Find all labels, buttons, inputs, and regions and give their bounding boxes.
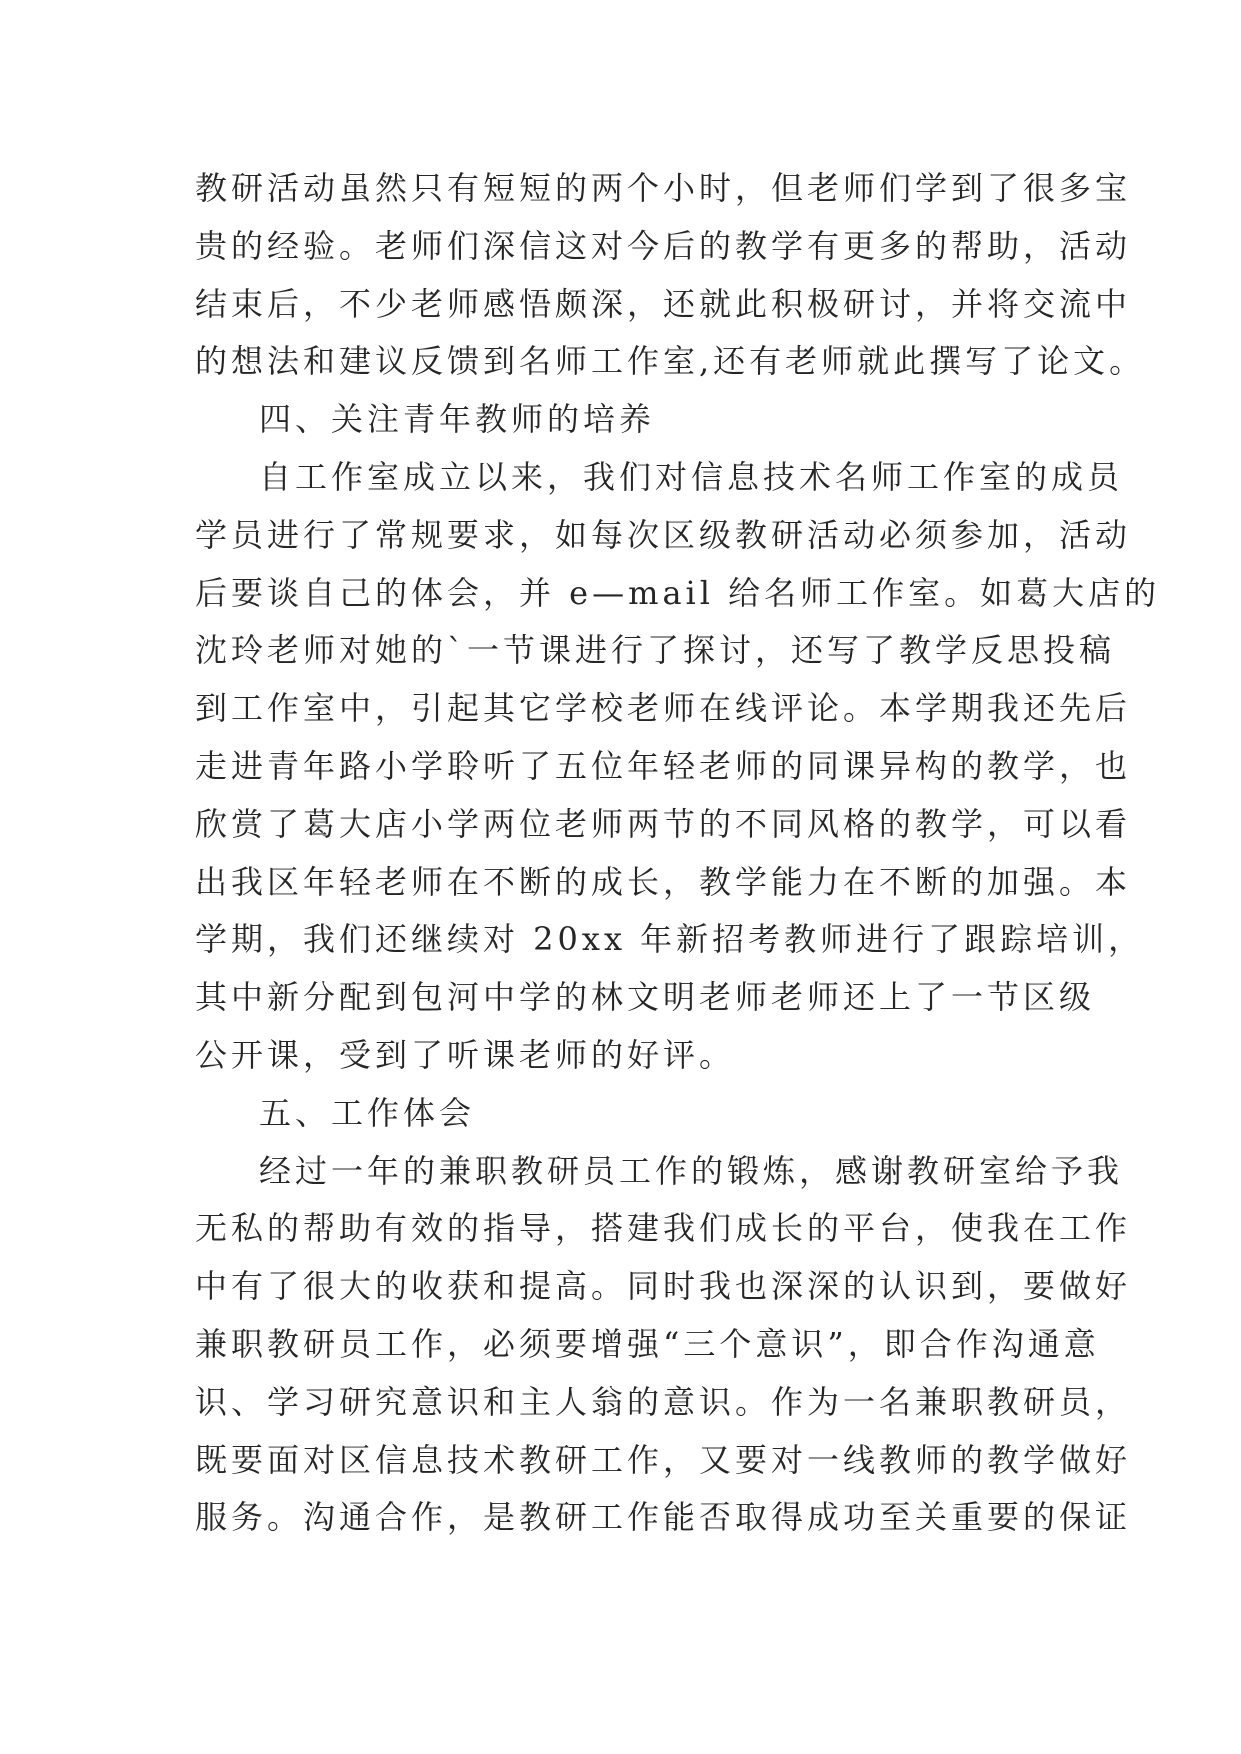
text-line: 自工作室成立以来，我们对信息技术名师工作室的成员 [259, 457, 1124, 496]
document-page [195, 160, 1161, 1547]
text-line: 欣赏了葛大店小学两位老师两节的不同风格的教学，可以看 [195, 804, 1132, 843]
text-line: 既要面对区信息技术教研工作，又要对一线教师的教学做好 [195, 1440, 1132, 1479]
text-line: 学期，我们还继续对 20xx 年新招考教师进行了跟踪培训， [195, 920, 1145, 959]
text-line: 后要谈自己的体会，并 e—mail 给名师工作室。如葛大店的 [195, 573, 1161, 612]
text-line: 到工作室中，引起其它学校老师在线评论。本学期我还先后 [195, 689, 1132, 728]
text-line: 识、学习研究意识和主人翁的意识。作为一名兼职教研员， [195, 1382, 1132, 1421]
text-line: 教研活动虽然只有短短的两个小时，但老师们学到了很多宝 [195, 169, 1132, 207]
text-line: 沈玲老师对她的`一节课进行了探讨，还写了教学反思投稿 [195, 631, 1116, 670]
text-line: 其中新分配到包河中学的林文明老师老师还上了一节区级 [195, 978, 1096, 1017]
text-line: 学员进行了常规要求，如每次区级教研活动必须参加，活动 [195, 515, 1132, 554]
text-line: 服务。沟通合作，是教研工作能否取得成功至关重要的保证 [195, 1498, 1132, 1537]
text-line: 的想法和建议反馈到名师工作室,还有老师就此撰写了论文。 [195, 342, 1146, 381]
text-line: 经过一年的兼职教研员工作的锻炼，感谢教研室给予我 [259, 1151, 1124, 1190]
text-line: 兼职教研员工作，必须要增强“三个意识”，即合作沟通意 [195, 1324, 1100, 1363]
text-line: 贵的经验。老师们深信这对今后的教学有更多的帮助，活动 [195, 226, 1132, 265]
text-line: 走进青年路小学聆听了五位年轻老师的同课异构的教学，也 [195, 746, 1132, 785]
text-line: 出我区年轻老师在不断的成长，教学能力在不断的加强。本 [195, 862, 1132, 901]
section-heading: 四、关注青年教师的培养 [259, 400, 656, 439]
text-line: 中有了很大的收获和提高。同时我也深深的认识到，要做好 [195, 1267, 1132, 1306]
section-heading: 五、工作体会 [259, 1093, 476, 1132]
text-line: 无私的帮助有效的指导，搭建我们成长的平台，使我在工作 [195, 1209, 1132, 1248]
text-line: 公开课，受到了听课老师的好评。 [195, 1035, 736, 1074]
text-line: 结束后，不少老师感悟颇深，还就此积极研讨，并将交流中 [195, 284, 1132, 323]
